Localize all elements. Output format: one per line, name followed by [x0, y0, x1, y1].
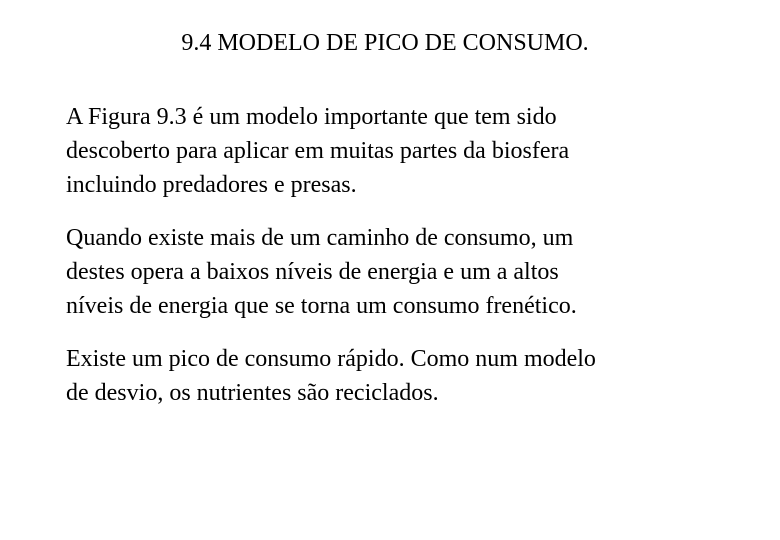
paragraph-line: A Figura 9.3 é um modelo importante que tem sido	[66, 104, 557, 130]
paragraph-2	[66, 221, 746, 323]
paragraph-line: níveis de energia que se torna um consumo frenético.	[66, 293, 577, 319]
paragraph-3	[66, 342, 746, 410]
paragraph-line: Existe um pico de consumo rápido. Como num modelo	[66, 346, 596, 372]
paragraph-line: de desvio, os nutrientes são reciclados.	[66, 380, 439, 406]
slide-title: 9.4 MODELO DE PICO DE CONSUMO.	[181, 30, 589, 56]
paragraph-line: incluindo predadores e presas.	[66, 172, 357, 198]
paragraph-line: descoberto para aplicar em muitas partes da biosfera	[66, 138, 570, 164]
paragraph-1	[66, 100, 746, 202]
paragraph-line: Quando existe mais de um caminho de consumo, um	[66, 225, 574, 251]
slide-body	[66, 100, 746, 429]
paragraph-line: destes opera a baixos níveis de energia e um a altos	[66, 259, 559, 285]
